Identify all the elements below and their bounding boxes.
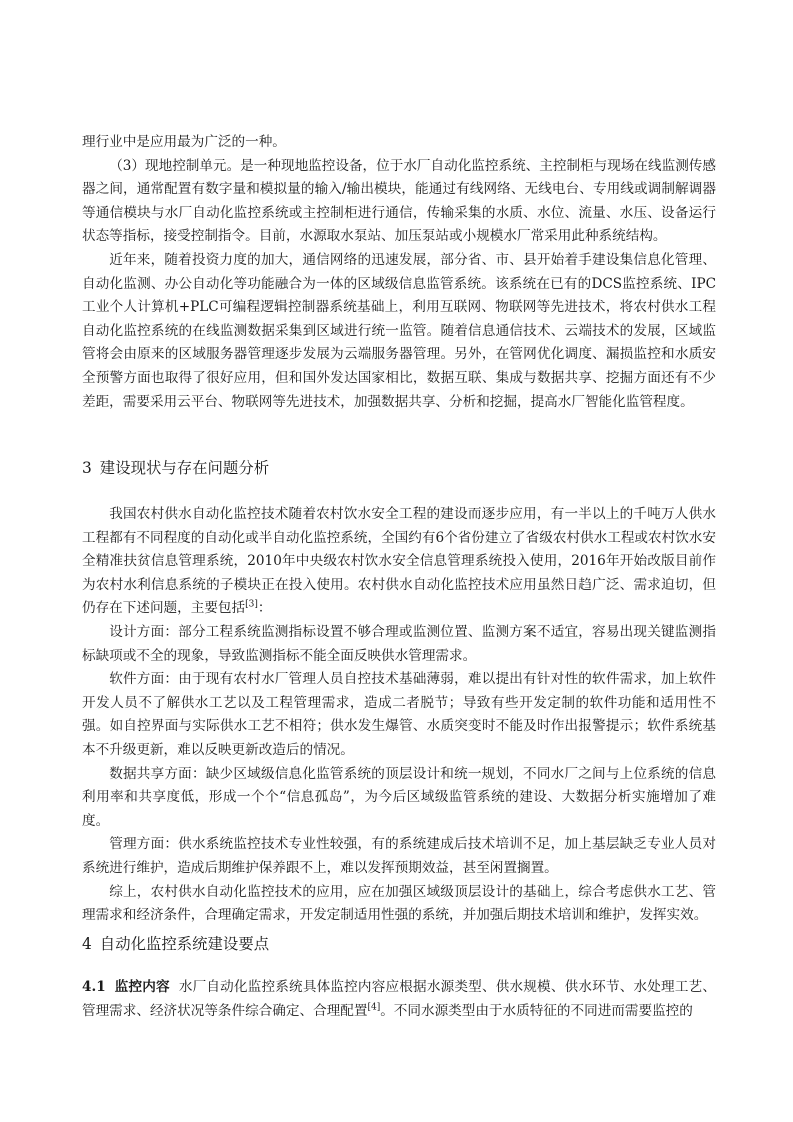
paragraph-local-control-unit: （3）现地控制单元。是一种现地监控设备，位于水厂自动化监控系统、主控制柜与现场在线监测传感器之间，通常配置有数字量和模拟量的输入/输出模块，能通过有线网络、无线电台、专用线或调制解调器等通信模块与水厂自动化监控系统或主控制柜进行通信，传输采集的水质、水位、流量、水压、设备运行状态等指标，接受控制指令。目前，水源取水泵站、加压泵站或小规模水厂常采用此种系统结构。	[82, 157, 716, 245]
paragraph-status-intro	[82, 503, 716, 621]
paragraph-continuation: 理行业中是应用最为广泛的一种。	[82, 134, 286, 150]
subsection-4-1-number: 4.1	[82, 979, 106, 995]
section-4-title: 自动化监控系统建设要点	[99, 935, 270, 953]
paragraph-monitoring-content	[82, 976, 716, 1023]
status-intro-end: ：	[257, 600, 272, 617]
paragraph-management-issues: 管理方面：供水系统监控技术专业性较强，有的系统建成后技术培训不足，加上基层缺乏专业人员对系统进行维护，造成后期维护保养跟不上，难以发挥预期效益，甚至闲置搁置。	[82, 836, 716, 876]
section-3-body	[82, 503, 716, 928]
section-3-heading	[82, 457, 716, 479]
subsection-4-1-title: 监控内容	[114, 979, 170, 995]
citation-ref: [4]	[367, 1002, 381, 1013]
top-paragraphs	[82, 131, 716, 414]
citation-ref: [3]	[245, 599, 258, 610]
paragraph-summary: 综上，农村供水自动化监控技术的应用，应在加强区域级顶层设计的基础上，综合考虑供水工艺、管理需求和经济条件，合理确定需求，开发定制适用性强的系统，并加强后期技术培训和维护，发挥实效。	[82, 883, 716, 924]
section-3-title: 建设现状与存在问题分析	[99, 459, 270, 477]
monitoring-content-text-end: 。不同水源类型由于水质特征的不同进而需要监控的	[380, 1002, 693, 1019]
paragraph-software-issues: 软件方面：由于现有农村水厂管理人员自控技术基础薄弱，难以提出有针对性的软件需求，加上软件开发人员不了解供水工艺以及工程管理需求，造成二者脱节；导致有些开发定制的软件功能和适用性不强。如自控界面与实际供水工艺不相符；供水发生爆管、水质突变时不能及时作出报警提示；软件系统基本不升级更新，难以反映更新改造后的情况。	[82, 671, 716, 758]
status-intro-text: 我国农村供水自动化监控技术随着农村饮水安全工程的建设而逐步应用，有一半以上的千吨万人供水工程都有不同程度的自动化或半自动化监控系统，全国约有6个省份建立了省级农村供水工程或农村饮水安全精准扶贫信息管理系统，2010年中央级农村饮水安全信息管理系统投入使用，2016年开始改版目前作为农村水利信息系统的子模块正在投入使用。农村供水自动化监控技术应用虽然日趋广泛、需求迫切，但仍存在下述问题，主要包括	[82, 506, 716, 617]
monitoring-content-text: 水厂自动化监控系统具体监控内容应根据水源类型、供水规模、供水环节、水处理工艺、管理需求、经济状况等条件综合确定、合理配置	[82, 979, 716, 1019]
section-3-number: 3	[82, 459, 92, 477]
paragraph-recent-development: 近年来，随着投资力度的加大，通信网络的迅速发展，部分省、市、县开始着手建设集信息化管理、自动化监测、办公自动化等功能融合为一体的区域级信息监管系统。该系统在已有的DCS监控系统、IPC工业个人计算机+PLC可编程逻辑控制器系统基础上，利用互联网、物联网等先进技术，将农村供水工程自动化监控系统的在线监测数据采集到区域进行统一监管。随着信息通信技术、云端技术的发展，区域监管将会由原来的区域服务器管理逐步发展为云端服务器管理。另外，在管网优化调度、漏损监控和水质安全预警方面也取得了很好应用，但和国外发达国家相比，数据互联、集成与数据共享、挖掘方面还有不少差距，需要采用云平台、物联网等先进技术，加强数据共享、分析和挖掘，提高水厂智能化监管程度。	[82, 251, 716, 410]
paragraph-data-sharing-issues: 数据共享方面：缺少区域级信息化监管系统的顶层设计和统一规划，不同水厂之间与上位系统的信息利用率和共享度低，形成一个个“信息孤岛”，为今后区域级监管系统的建设、大数据分析实施增加了难度。	[82, 765, 716, 829]
paragraph-design-issues: 设计方面：部分工程系统监测指标设置不够合理或监测位置、监测方案不适宜，容易出现关键监测指标缺项或不全的现象，导致监测指标不能全面反映供水管理需求。	[82, 623, 716, 664]
section-4-heading	[82, 933, 716, 955]
section-4-body	[82, 976, 716, 1023]
section-4-number: 4	[82, 935, 92, 953]
